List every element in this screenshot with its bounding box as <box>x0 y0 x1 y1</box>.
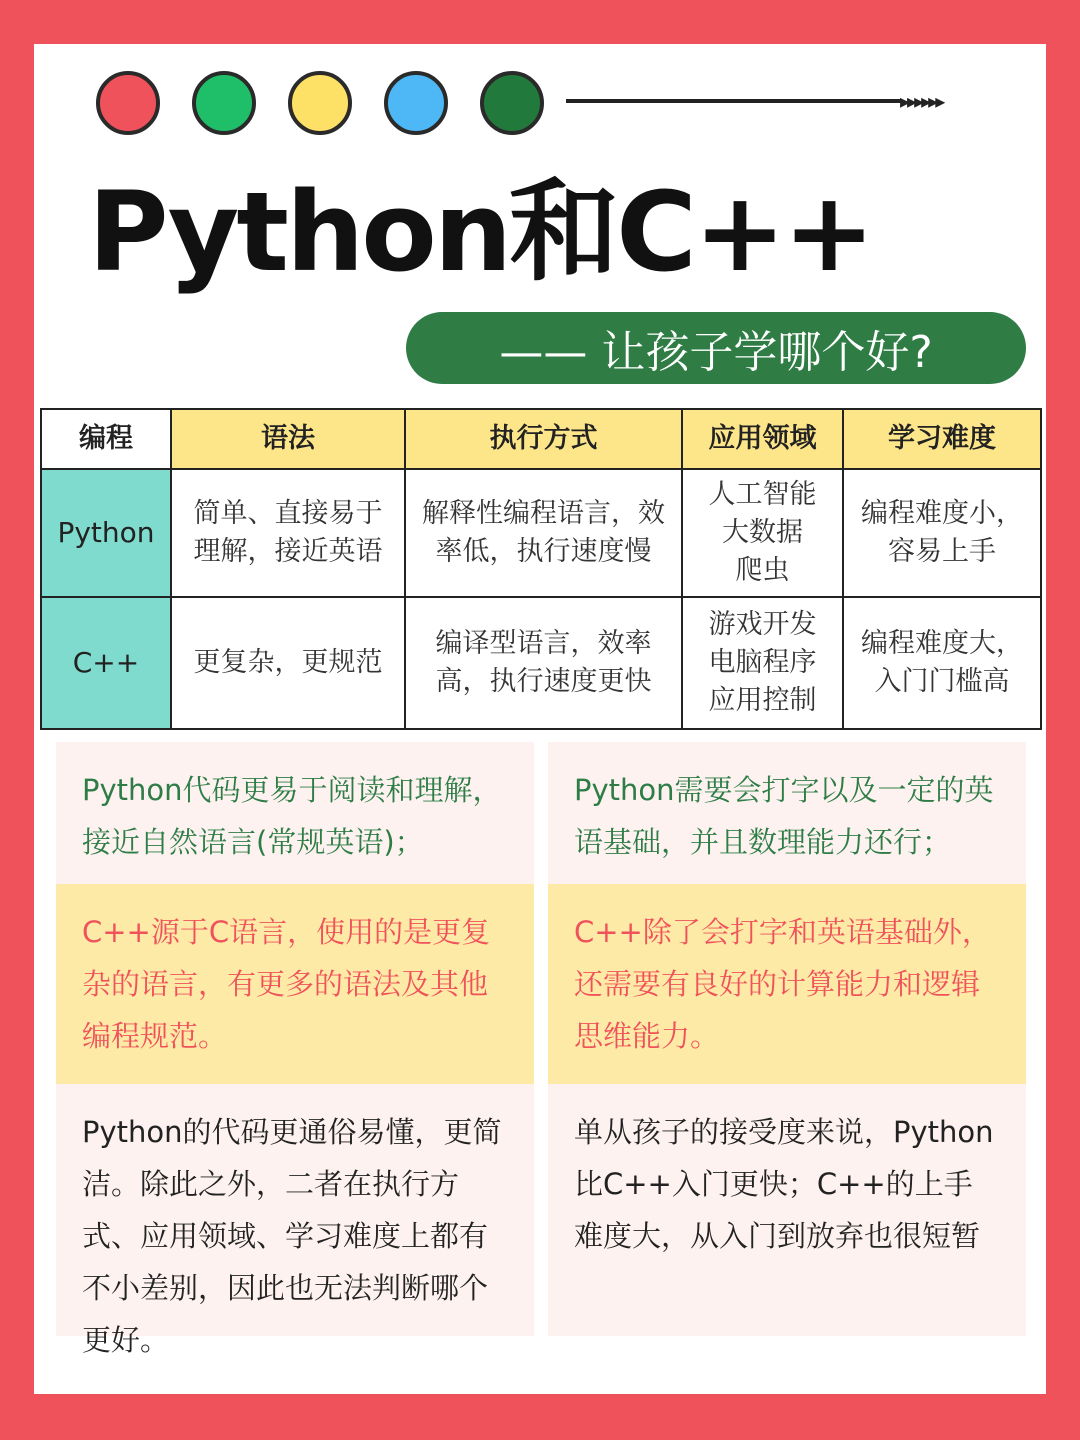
comparison-table <box>40 408 1042 730</box>
subtitle-text: —— 让孩子学哪个好? <box>499 327 933 378</box>
table-row <box>41 597 1041 729</box>
header-cell: 执行方式 <box>405 409 682 469</box>
difficulty-cell: 编程难度大，入门门槛高 <box>843 597 1041 729</box>
application-cell: 人工智能 大数据 爬虫 <box>682 469 843 597</box>
note-summary-right: 单从孩子的接受度来说，Python比C++入门更快；C++的上手难度大，从入门到放弃也很短暂 <box>548 1084 1026 1336</box>
blue-dot-icon <box>384 71 448 135</box>
table-header-row <box>41 409 1041 469</box>
application-cell: 游戏开发 电脑程序 应用控制 <box>682 597 843 729</box>
note-python-requirements: Python需要会打字以及一定的英语基础，并且数理能力还行； <box>548 742 1026 884</box>
note-cpp-requirements: C++除了会打字和英语基础外，还需要有良好的计算能力和逻辑思维能力。 <box>548 884 1026 1084</box>
arrow-line <box>566 99 902 103</box>
yellow-dot-icon <box>288 71 352 135</box>
table-row <box>41 469 1041 597</box>
header-cell: 学习难度 <box>843 409 1041 469</box>
dark-green-dot-icon <box>480 71 544 135</box>
lang-cell: C++ <box>41 597 171 729</box>
execution-cell: 解释性编程语言，效率低，执行速度慢 <box>405 469 682 597</box>
note-python-readability: Python代码更易于阅读和理解，接近自然语言(常规英语)； <box>56 742 534 884</box>
subtitle-banner <box>406 312 1026 384</box>
header-cell: 编程 <box>41 409 171 469</box>
difficulty-cell: 编程难度小，容易上手 <box>843 469 1041 597</box>
syntax-cell: 更复杂，更规范 <box>171 597 405 729</box>
header-cell: 语法 <box>171 409 405 469</box>
green-dot-icon <box>192 71 256 135</box>
syntax-cell: 简单、直接易于理解，接近英语 <box>171 469 405 597</box>
note-summary-left: Python的代码更通俗易懂，更简洁。除此之外，二者在执行方式、应用领域、学习难度上都有不小差别，因此也无法判断哪个更好。 <box>56 1084 534 1336</box>
execution-cell: 编译型语言，效率高，执行速度更快 <box>405 597 682 729</box>
header-cell: 应用领域 <box>682 409 843 469</box>
red-dot-icon <box>96 71 160 135</box>
note-cpp-complexity: C++源于C语言，使用的是更复杂的语言，有更多的语法及其他编程规范。 <box>56 884 534 1084</box>
page-title: Python和C++ <box>88 168 873 296</box>
arrow-icon: ▸▸▸▸▸▸ <box>900 89 943 113</box>
lang-cell: Python <box>41 469 171 597</box>
